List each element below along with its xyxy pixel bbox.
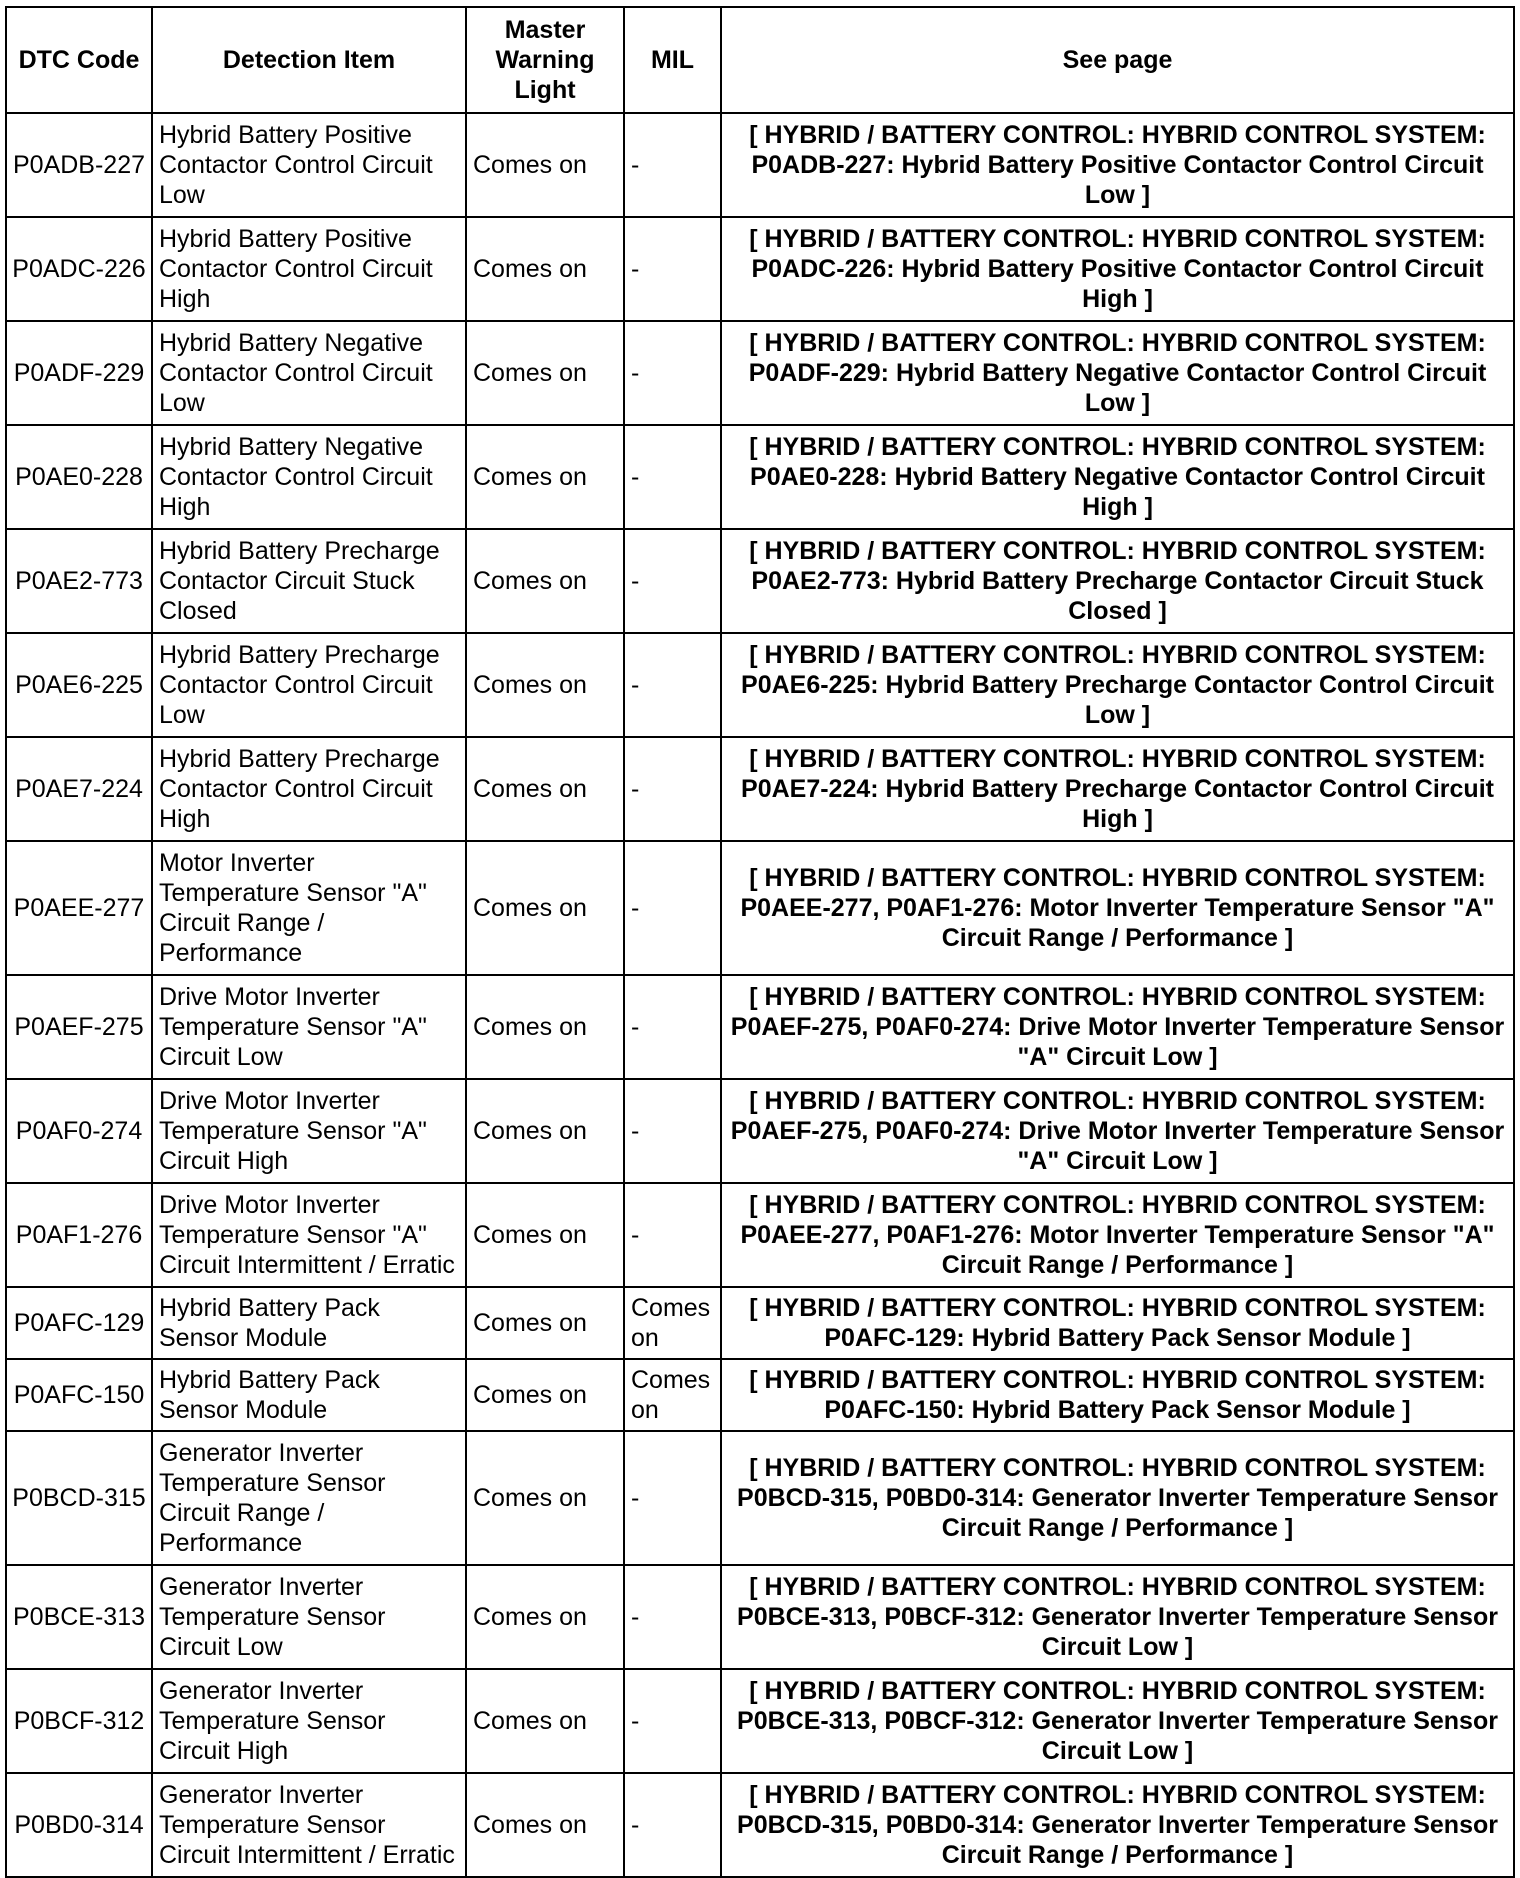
master-warning-cell: Comes on	[466, 217, 624, 321]
mil-cell: -	[624, 1183, 721, 1287]
master-warning-cell: Comes on	[466, 1773, 624, 1877]
see-page-cell: [ HYBRID / BATTERY CONTROL: HYBRID CONTROL SYSTEM: P0BCE-313, P0BCF-312: Generator Inverter Temperature Sensor Circuit Low ]	[721, 1669, 1514, 1773]
mil-cell: Comes on	[624, 1287, 721, 1359]
table-row	[6, 737, 1514, 841]
table-row	[6, 113, 1514, 217]
detection-item-cell: Motor Inverter Temperature Sensor "A" Circuit Range / Performance	[152, 841, 466, 975]
detection-item-cell: Drive Motor Inverter Temperature Sensor "A" Circuit Low	[152, 975, 466, 1079]
table-row	[6, 633, 1514, 737]
detection-item-cell: Hybrid Battery Precharge Contactor Control Circuit Low	[152, 633, 466, 737]
dtc-code-cell: P0AE0-228	[6, 425, 152, 529]
table-row	[6, 1431, 1514, 1565]
dtc-code-cell: P0AF1-276	[6, 1183, 152, 1287]
detection-item-cell: Hybrid Battery Negative Contactor Control Circuit High	[152, 425, 466, 529]
table-row	[6, 841, 1514, 975]
table-row	[6, 1287, 1514, 1359]
see-page-cell: [ HYBRID / BATTERY CONTROL: HYBRID CONTROL SYSTEM: P0AEE-277, P0AF1-276: Motor Inverter Temperature Sensor "A" Circuit Range / Performance ]	[721, 1183, 1514, 1287]
mil-cell: -	[624, 425, 721, 529]
table-row	[6, 217, 1514, 321]
detection-item-cell: Hybrid Battery Positive Contactor Control Circuit Low	[152, 113, 466, 217]
dtc-code-cell: P0AE6-225	[6, 633, 152, 737]
dtc-code-cell: P0AFC-150	[6, 1359, 152, 1431]
master-warning-cell: Comes on	[466, 975, 624, 1079]
table-row	[6, 1669, 1514, 1773]
dtc-code-cell: P0BCD-315	[6, 1431, 152, 1565]
see-page-cell: [ HYBRID / BATTERY CONTROL: HYBRID CONTROL SYSTEM: P0AFC-129: Hybrid Battery Pack Sensor Module ]	[721, 1287, 1514, 1359]
mil-cell: -	[624, 975, 721, 1079]
header-detection-item: Detection Item	[152, 7, 466, 113]
table-row	[6, 1079, 1514, 1183]
see-page-cell: [ HYBRID / BATTERY CONTROL: HYBRID CONTROL SYSTEM: P0BCE-313, P0BCF-312: Generator Inverter Temperature Sensor Circuit Low ]	[721, 1565, 1514, 1669]
mil-cell: -	[624, 1565, 721, 1669]
dtc-code-cell: P0ADF-229	[6, 321, 152, 425]
mil-cell: -	[624, 217, 721, 321]
table-row	[6, 975, 1514, 1079]
mil-cell: -	[624, 841, 721, 975]
detection-item-cell: Drive Motor Inverter Temperature Sensor "A" Circuit High	[152, 1079, 466, 1183]
see-page-cell: [ HYBRID / BATTERY CONTROL: HYBRID CONTROL SYSTEM: P0ADC-226: Hybrid Battery Positive Contactor Control Circuit High ]	[721, 217, 1514, 321]
dtc-code-cell: P0AE2-773	[6, 529, 152, 633]
see-page-cell: [ HYBRID / BATTERY CONTROL: HYBRID CONTROL SYSTEM: P0BCD-315, P0BD0-314: Generator Inverter Temperature Sensor Circuit Range / Performance ]	[721, 1431, 1514, 1565]
master-warning-cell: Comes on	[466, 321, 624, 425]
master-warning-cell: Comes on	[466, 425, 624, 529]
mil-cell: -	[624, 737, 721, 841]
table-row	[6, 1565, 1514, 1669]
master-warning-cell: Comes on	[466, 633, 624, 737]
dtc-code-cell: P0AF0-274	[6, 1079, 152, 1183]
master-warning-cell: Comes on	[466, 1431, 624, 1565]
detection-item-cell: Hybrid Battery Pack Sensor Module	[152, 1287, 466, 1359]
see-page-cell: [ HYBRID / BATTERY CONTROL: HYBRID CONTROL SYSTEM: P0AEF-275, P0AF0-274: Drive Motor Inverter Temperature Sensor "A" Circuit Low ]	[721, 1079, 1514, 1183]
see-page-cell: [ HYBRID / BATTERY CONTROL: HYBRID CONTROL SYSTEM: P0AEF-275, P0AF0-274: Drive Motor Inverter Temperature Sensor "A" Circuit Low ]	[721, 975, 1514, 1079]
detection-item-cell: Hybrid Battery Negative Contactor Control Circuit Low	[152, 321, 466, 425]
header-master-warning-light: Master Warning Light	[466, 7, 624, 113]
master-warning-cell: Comes on	[466, 1287, 624, 1359]
dtc-code-cell: P0BD0-314	[6, 1773, 152, 1877]
dtc-code-cell: P0AE7-224	[6, 737, 152, 841]
see-page-cell: [ HYBRID / BATTERY CONTROL: HYBRID CONTROL SYSTEM: P0AE6-225: Hybrid Battery Precharge Contactor Control Circuit Low ]	[721, 633, 1514, 737]
see-page-cell: [ HYBRID / BATTERY CONTROL: HYBRID CONTROL SYSTEM: P0AFC-150: Hybrid Battery Pack Sensor Module ]	[721, 1359, 1514, 1431]
mil-cell: -	[624, 1669, 721, 1773]
header-mil: MIL	[624, 7, 721, 113]
detection-item-cell: Generator Inverter Temperature Sensor Circuit Low	[152, 1565, 466, 1669]
see-page-cell: [ HYBRID / BATTERY CONTROL: HYBRID CONTROL SYSTEM: P0AE7-224: Hybrid Battery Precharge Contactor Control Circuit High ]	[721, 737, 1514, 841]
detection-item-cell: Hybrid Battery Precharge Contactor Circuit Stuck Closed	[152, 529, 466, 633]
dtc-code-cell: P0AEF-275	[6, 975, 152, 1079]
detection-item-cell: Hybrid Battery Positive Contactor Control Circuit High	[152, 217, 466, 321]
see-page-cell: [ HYBRID / BATTERY CONTROL: HYBRID CONTROL SYSTEM: P0ADB-227: Hybrid Battery Positive Contactor Control Circuit Low ]	[721, 113, 1514, 217]
table-row	[6, 1183, 1514, 1287]
detection-item-cell: Generator Inverter Temperature Sensor Circuit Range / Performance	[152, 1431, 466, 1565]
mil-cell: -	[624, 1773, 721, 1877]
table-header-row	[6, 7, 1514, 113]
mil-cell: -	[624, 633, 721, 737]
header-see-page: See page	[721, 7, 1514, 113]
dtc-code-cell: P0BCE-313	[6, 1565, 152, 1669]
dtc-code-cell: P0AFC-129	[6, 1287, 152, 1359]
see-page-cell: [ HYBRID / BATTERY CONTROL: HYBRID CONTROL SYSTEM: P0AE0-228: Hybrid Battery Negative Contactor Control Circuit High ]	[721, 425, 1514, 529]
mil-cell: -	[624, 1431, 721, 1565]
dtc-code-cell: P0ADB-227	[6, 113, 152, 217]
see-page-cell: [ HYBRID / BATTERY CONTROL: HYBRID CONTROL SYSTEM: P0ADF-229: Hybrid Battery Negative Contactor Control Circuit Low ]	[721, 321, 1514, 425]
master-warning-cell: Comes on	[466, 841, 624, 975]
see-page-cell: [ HYBRID / BATTERY CONTROL: HYBRID CONTROL SYSTEM: P0BCD-315, P0BD0-314: Generator Inverter Temperature Sensor Circuit Range / Performance ]	[721, 1773, 1514, 1877]
table-row	[6, 321, 1514, 425]
detection-item-cell: Generator Inverter Temperature Sensor Circuit Intermittent / Erratic	[152, 1773, 466, 1877]
see-page-cell: [ HYBRID / BATTERY CONTROL: HYBRID CONTROL SYSTEM: P0AEE-277, P0AF1-276: Motor Inverter Temperature Sensor "A" Circuit Range / Performance ]	[721, 841, 1514, 975]
table-row	[6, 1773, 1514, 1877]
detection-item-cell: Hybrid Battery Pack Sensor Module	[152, 1359, 466, 1431]
master-warning-cell: Comes on	[466, 1359, 624, 1431]
master-warning-cell: Comes on	[466, 1079, 624, 1183]
master-warning-cell: Comes on	[466, 529, 624, 633]
table-row	[6, 529, 1514, 633]
mil-cell: -	[624, 113, 721, 217]
master-warning-cell: Comes on	[466, 1669, 624, 1773]
master-warning-cell: Comes on	[466, 1565, 624, 1669]
mil-cell: -	[624, 321, 721, 425]
master-warning-cell: Comes on	[466, 1183, 624, 1287]
header-dtc-code: DTC Code	[6, 7, 152, 113]
mil-cell: -	[624, 529, 721, 633]
detection-item-cell: Generator Inverter Temperature Sensor Circuit High	[152, 1669, 466, 1773]
table-row	[6, 425, 1514, 529]
dtc-table	[5, 6, 1515, 1878]
mil-cell: -	[624, 1079, 721, 1183]
dtc-code-cell: P0BCF-312	[6, 1669, 152, 1773]
dtc-code-cell: P0AEE-277	[6, 841, 152, 975]
master-warning-cell: Comes on	[466, 737, 624, 841]
dtc-code-cell: P0ADC-226	[6, 217, 152, 321]
detection-item-cell: Hybrid Battery Precharge Contactor Control Circuit High	[152, 737, 466, 841]
mil-cell: Comes on	[624, 1359, 721, 1431]
table-row	[6, 1359, 1514, 1431]
detection-item-cell: Drive Motor Inverter Temperature Sensor "A" Circuit Intermittent / Erratic	[152, 1183, 466, 1287]
master-warning-cell: Comes on	[466, 113, 624, 217]
see-page-cell: [ HYBRID / BATTERY CONTROL: HYBRID CONTROL SYSTEM: P0AE2-773: Hybrid Battery Precharge Contactor Circuit Stuck Closed ]	[721, 529, 1514, 633]
